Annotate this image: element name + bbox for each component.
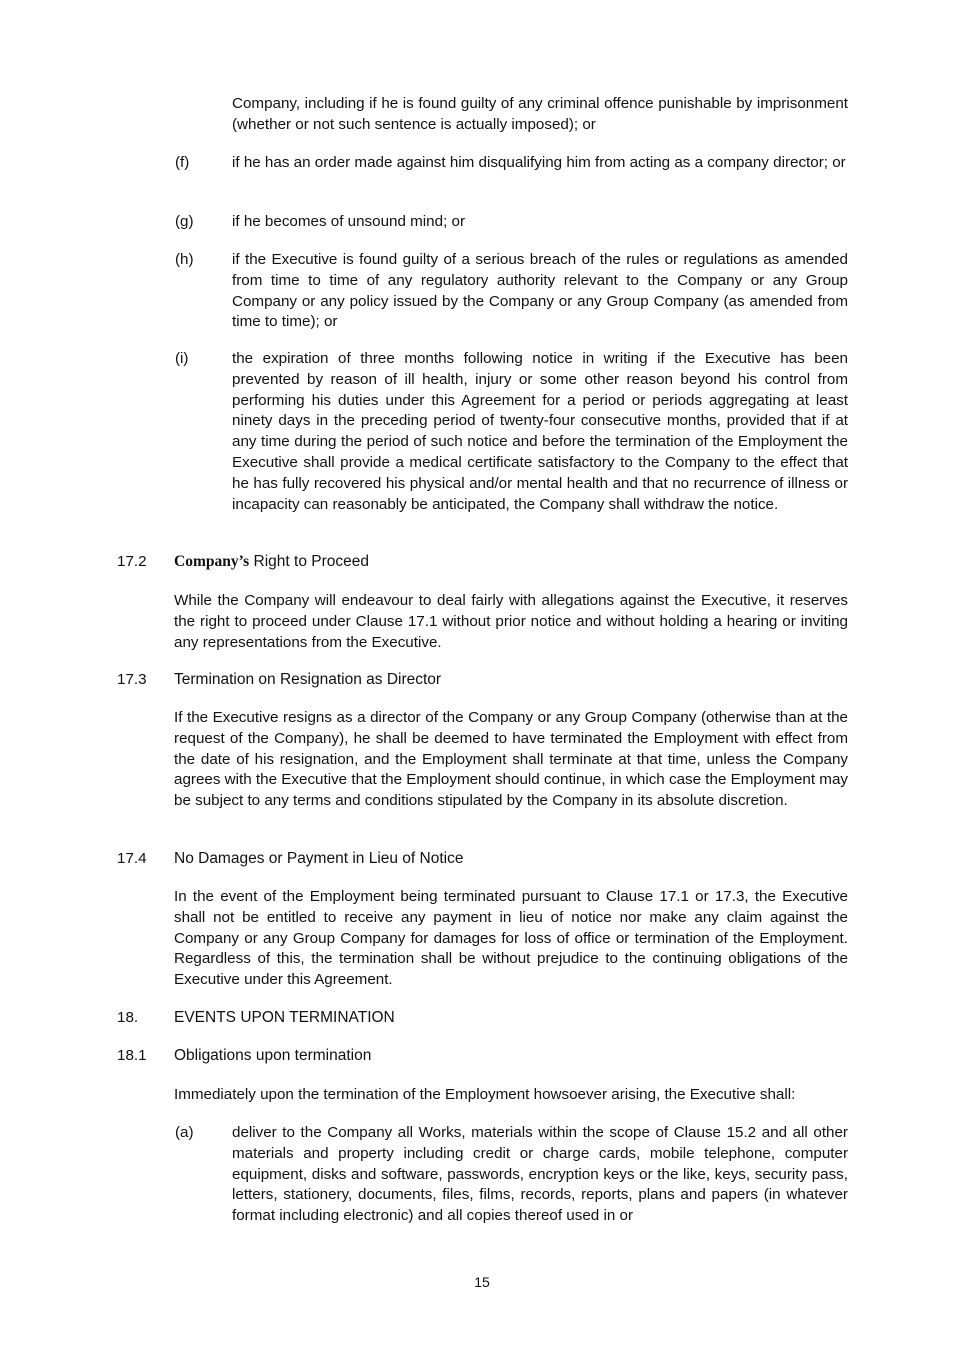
section-17-2-heading xyxy=(174,552,369,573)
section-18-1-number: 18.1 xyxy=(117,1047,147,1064)
section-17-4-heading: No Damages or Payment in Lieu of Notice xyxy=(174,850,464,867)
section-17-3-body: If the Executive resigns as a director of the Company or any Group Company (otherwise than at the request of the Company), he shall be deemed to have terminated the Employment with effect from the date of his resignation, and the Employment shall terminate at that time, unless the Company agrees with the Executive that the Employment should continue, in which case the Employment may be subject to any terms and conditions stipulated by the Company in its absolute discretion. xyxy=(174,709,848,810)
section-17-2-body: While the Company will endeavour to deal fairly with allegations against the Executive, it reserves the right to proceed under Clause 17.1 without prior notice and without holding a hearing or inviting any representations from the Executive. xyxy=(174,592,848,651)
item-a-text: deliver to the Company all Works, materials within the scope of Clause 15.2 and all other materials and property including credit or charge cards, mobile telephone, computer equipment, disks and software, passwords, encryption keys or the like, keys, security pass, letters, stationery, documents, files, films, records, reports, plans and papers (in whatever format including electronic) and all copies thereof used in or xyxy=(232,1124,848,1225)
item-i-label: (i) xyxy=(175,350,189,367)
section-17-2-number: 17.2 xyxy=(117,553,147,570)
section-17-4-body: In the event of the Employment being terminated pursuant to Clause 17.1 or 17.3, the Executive shall not be entitled to receive any payment in lieu of notice nor make any claim against the Company or any Group Company for damages for loss of office or termination of the Employment. Regardless of this, the termination shall be without prejudice to the continuing obligations of the Executive under this Agreement. xyxy=(174,888,848,989)
section-17-3-heading: Termination on Resignation as Director xyxy=(174,671,442,688)
section-18-number: 18. xyxy=(117,1009,139,1026)
item-h-text: if the Executive is found guilty of a serious breach of the rules or regulations as amended from time to time of any regulatory authority relevant to the Company or any Group Company or any policy issued by the Company or any Group Company (as amended from time to time); or xyxy=(232,251,848,331)
page-number: 15 xyxy=(474,1274,490,1290)
section-18-heading: EVENTS UPON TERMINATION xyxy=(174,1009,395,1026)
section-18-1-body: Immediately upon the termination of the Employment howsoever arising, the Executive shall: xyxy=(174,1086,796,1103)
item-g-label: (g) xyxy=(175,213,194,230)
item-f-text: if he has an order made against him disqualifying him from acting as a company director; or xyxy=(232,154,846,171)
item-f-label: (f) xyxy=(175,154,190,171)
item-g-text: if he becomes of unsound mind; or xyxy=(232,213,466,230)
section-18-1-heading: Obligations upon termination xyxy=(174,1047,372,1064)
section-17-2-heading-rest: Right to Proceed xyxy=(249,553,369,570)
section-17-2-heading-bold: Company’s xyxy=(174,553,250,570)
item-i-text: the expiration of three months following notice in writing if the Executive has been prevented by reason of ill health, injury or some other reason beyond his control from performing his duties under this Agreement for a period or periods aggregating at least ninety days in the preceding period of twenty-four consecutive months, provided that if at any time during the period of such notice and before the termination of the Employment the Executive shall provide a medical certificate satisfactory to the Company to the effect that he has fully recovered his physical and/or mental health and that no recurrence of illness or incapacity can reasonably be anticipated, the Company shall withdraw the notice. xyxy=(232,350,848,513)
section-17-4-number: 17.4 xyxy=(117,850,147,867)
item-e-continuation: Company, including if he is found guilty of any criminal offence punishable by imprisonment (whether or not such sentence is actually imposed); or xyxy=(232,95,848,133)
item-a-label: (a) xyxy=(175,1124,194,1141)
section-17-3-number: 17.3 xyxy=(117,671,147,688)
item-h-label: (h) xyxy=(175,251,194,268)
